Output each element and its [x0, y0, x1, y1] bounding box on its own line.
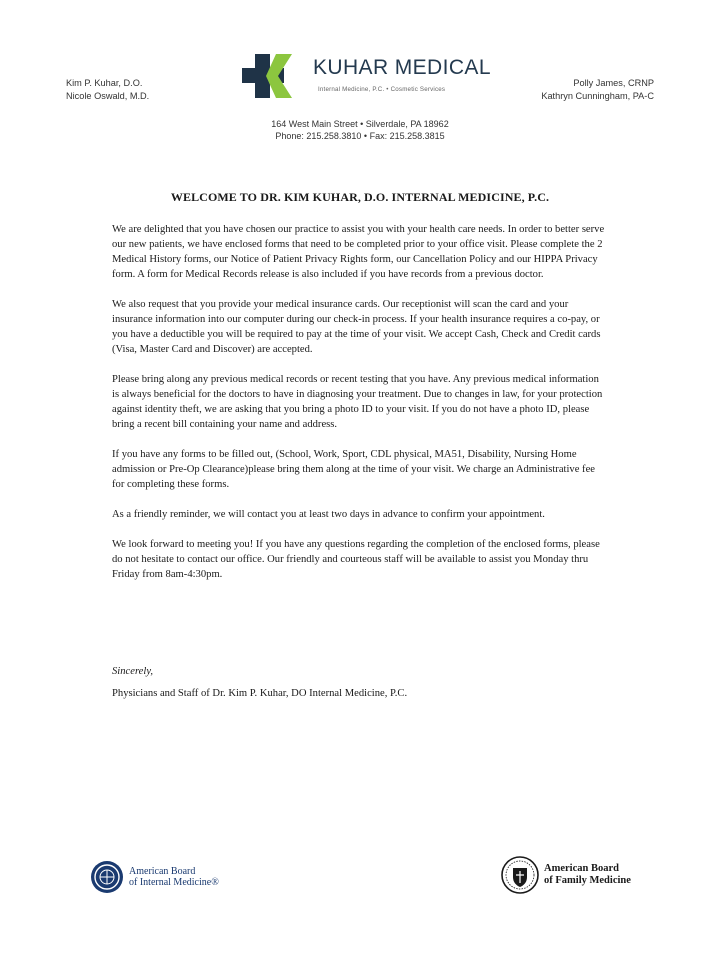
brand-name: KUHAR MEDICAL: [313, 56, 491, 79]
physician-name: Nicole Oswald, M.D.: [66, 91, 150, 101]
abfm-logo: [500, 853, 631, 897]
signature: Physicians and Staff of Dr. Kim P. Kuhar, DO Internal Medicine, P.C.: [112, 688, 408, 699]
paragraph-forms: We are delighted that you have chosen our practice to assist you with your health care needs. In order to better serve our new patients, we have enclosed forms that need to be completed prior to your office visit. Please complete the 2 Medical History forms, our Notice of Patient Privacy Rights form, our Cancellation Policy and our HIPPA Privacy form. A form for Medical Records release is also included if you have records from a previous doctor.: [112, 224, 605, 280]
paragraph-additional-forms: If you have any forms to be filled out, (School, Work, Sport, CDL physical, MA51, Disability, Nursing Home admission or Pre-Op Clearance)please bring them along at the time of your visit. We charge an Administrative fee for completing these forms.: [112, 449, 595, 490]
abim-seal-icon: [90, 860, 124, 894]
abim-logo: [90, 860, 219, 894]
physician-name: Kim P. Kuhar, D.O.: [66, 78, 143, 88]
letter-signoff: [112, 664, 607, 701]
street-address: 164 West Main Street • Silverdale, PA 18962: [271, 119, 449, 129]
paragraph-insurance: We also request that you provide your medical insurance cards. Our receptionist will scan the card and your insurance information into our computer during our check-in process. If your health insurance requires a co-pay, or you have a deductible you will be required to pay at the time of your visit. We accept Cash, Check and Credit cards (Visa, Master Card and Discover) are accepted.: [112, 299, 601, 355]
physician-name: Kathryn Cunningham, PA-C: [541, 91, 654, 101]
kuhar-medical-logo-icon: [242, 52, 304, 100]
abfm-wordmark: [544, 863, 631, 887]
physician-name: Polly James, CRNP: [573, 78, 654, 88]
salutation: Sincerely,: [112, 666, 154, 677]
letter-title: WELCOME TO DR. KIM KUHAR, D.O. INTERNAL MEDICINE, P.C.: [170, 190, 550, 204]
paragraph-records: Please bring along any previous medical records or recent testing that you have. Any previous medical information is always beneficial for the doctors to have in diagnosing your treatment. Due to changes in law, for your protection against identity theft, we are asking that you bring a photo ID to your visit. If you do not have a photo ID, please bring a recent bill containing your name and address.: [112, 374, 603, 430]
phone-fax: Phone: 215.258.3810 • Fax: 215.258.3815: [275, 131, 445, 141]
physician-list-left: [66, 77, 149, 103]
letter-body: [112, 222, 607, 597]
physician-list-right: [541, 77, 654, 103]
paragraph-reminder: As a friendly reminder, we will contact you at least two days in advance to confirm your appointment.: [112, 509, 545, 520]
paragraph-closing: We look forward to meeting you! If you have any questions regarding the completion of the enclosed forms, please do not hesitate to contact our office. Our friendly and courteous staff will be available to assist you Monday thru Friday from 8am-4:30pm.: [112, 539, 600, 580]
abfm-seal-icon: [500, 853, 540, 897]
abim-wordmark: [129, 866, 219, 888]
abim-line: American Board: [129, 866, 196, 877]
abim-line: of Internal Medicine®: [129, 877, 219, 888]
abfm-line: of Family Medicine: [544, 875, 631, 886]
brand-subtitle: Internal Medicine, P.C. • Cosmetic Services: [318, 86, 446, 93]
abfm-line: American Board: [544, 863, 619, 874]
office-address-block: [0, 118, 720, 142]
